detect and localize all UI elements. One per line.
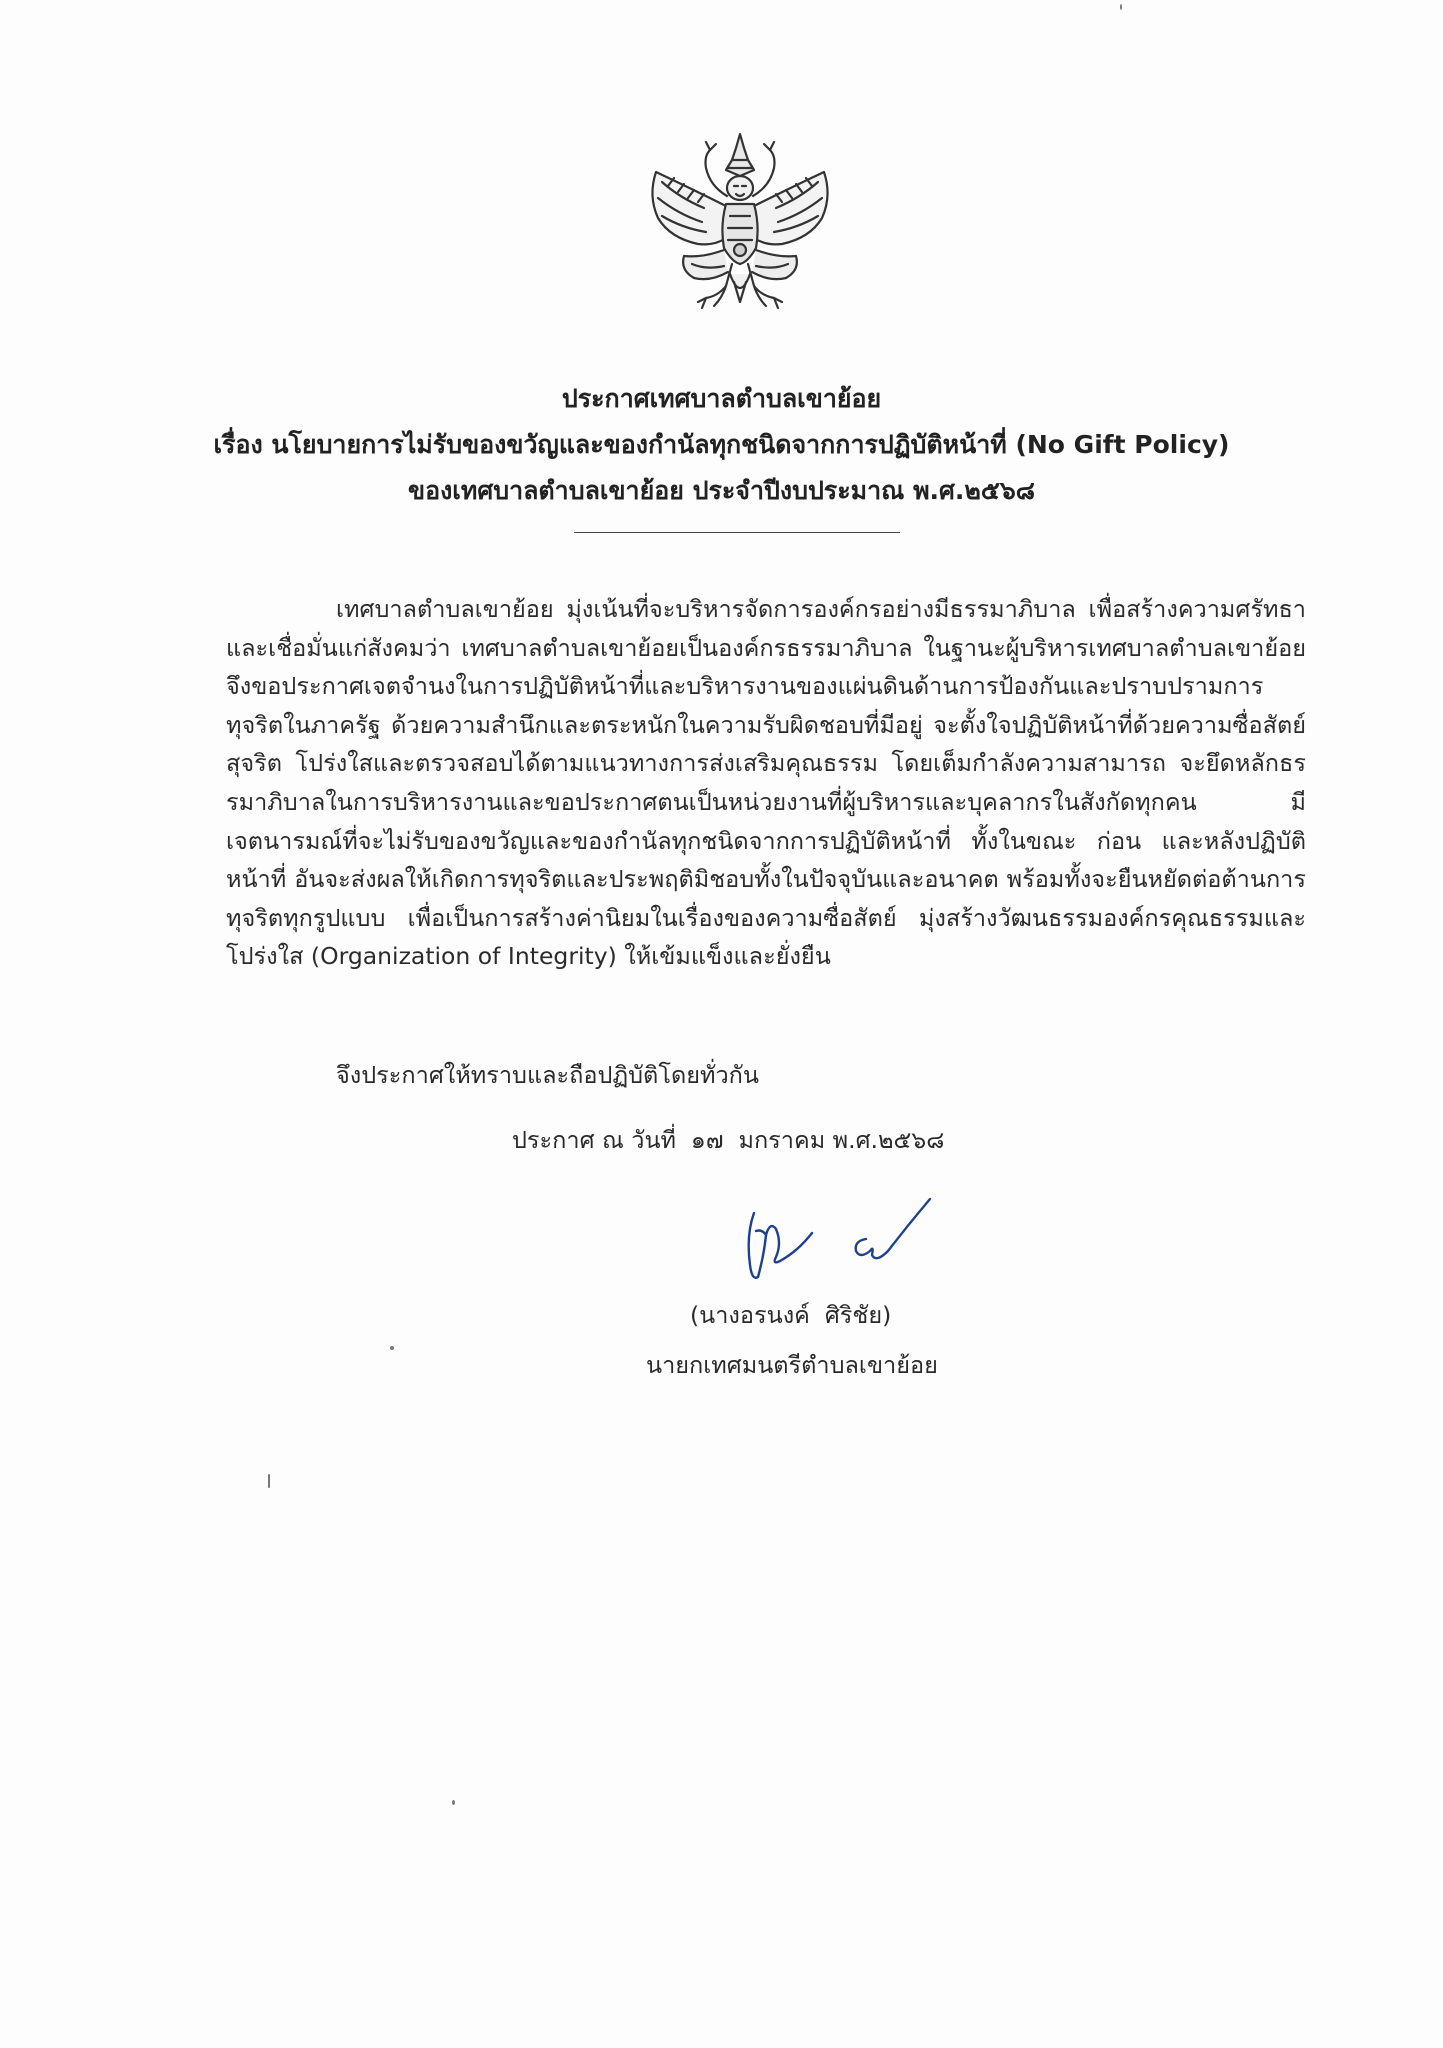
signer-title: นายกเทศมนตรีตำบลเขาย้อย (646, 1351, 938, 1379)
scan-speck (1120, 4, 1122, 10)
scan-speck (268, 1474, 270, 1488)
signer-name: (นางอรนงค์ ศิริชัย) (690, 1301, 892, 1329)
closing-statement: จึงประกาศให้ทราบและถือปฏิบัติโดยทั่วกัน (336, 1061, 759, 1089)
signature-icon (742, 1185, 942, 1295)
announcement-title: ประกาศเทศบาลตำบลเขาย้อย (561, 384, 882, 413)
announcement-subject: เรื่อง นโยบายการไม่รับของขวัญและของกำนัลทุกชนิดจากการปฏิบัติหน้าที่ (No Gift Policy) (213, 430, 1230, 459)
garuda-emblem-icon (640, 126, 840, 326)
scan-speck (390, 1346, 394, 1350)
announcement-subject-line-2: ของเทศบาลตำบลเขาย้อย ประจำปีงบประมาณ พ.ศ.๒๕๖๘ (408, 476, 1035, 505)
announcement-date: ประกาศ ณ วันที่ ๑๗ มกราคม พ.ศ.๒๕๖๘ (512, 1126, 945, 1154)
scan-speck (452, 1800, 455, 1805)
body-paragraph: เทศบาลตำบลเขาย้อย มุ่งเน้นที่จะบริหารจัดการองค์กรอย่างมีธรรมาภิบาล เพื่อสร้างความศรัทธาและเชื่อมั่นแก่สังคมว่า เทศบาลตำบลเขาย้อยเป็นองค์กรธรรมาภิบาล ในฐานะผู้บริหารเทศบาลตำบลเขาย้อย จึงขอประกาศเจตจำนงในการปฏิบัติหน้าที่และบริหารงานของแผ่นดินด้านการป้องกันและปราบปรามการทุจริตในภาครัฐ ด้วยความสำนึกและตระหนักในความรับผิดชอบที่มีอยู่ จะตั้งใจปฏิบัติหน้าที่ด้วยความซื่อสัตย์สุจริต โปร่งใสและตรวจสอบได้ตามแนวทางการส่งเสริมคุณธรรม โดยเต็มกำลังความสามารถ จะยึดหลักธรรมาภิบาลในการบริหารงานและขอประกาศตนเป็นหน่วยงานที่ผู้บริหารและบุคลากรในสังกัดทุกคน มีเจตนารมณ์ที่จะไม่รับของขวัญและของกำนัลทุกชนิดจากการปฏิบัติหน้าที่ ทั้งในขณะ ก่อน และหลังปฏิบัติหน้าที่ อันจะส่งผลให้เกิดการทุจริตและประพฤติมิชอบทั้งในปัจจุบันและอนาคต พร้อมทั้งจะยืนหยัดต่อต้านการทุจริตทุกรูปแบบ เพื่อเป็นการสร้างค่านิยมในเรื่องของความซื่อสัตย์ มุ่งสร้างวัฒนธรรมองค์กรคุณธรรมและโปร่งใส (Organization of Integrity) ให้เข้มแข็งและยั่งยืน (226, 595, 1306, 971)
header-divider (574, 532, 900, 533)
